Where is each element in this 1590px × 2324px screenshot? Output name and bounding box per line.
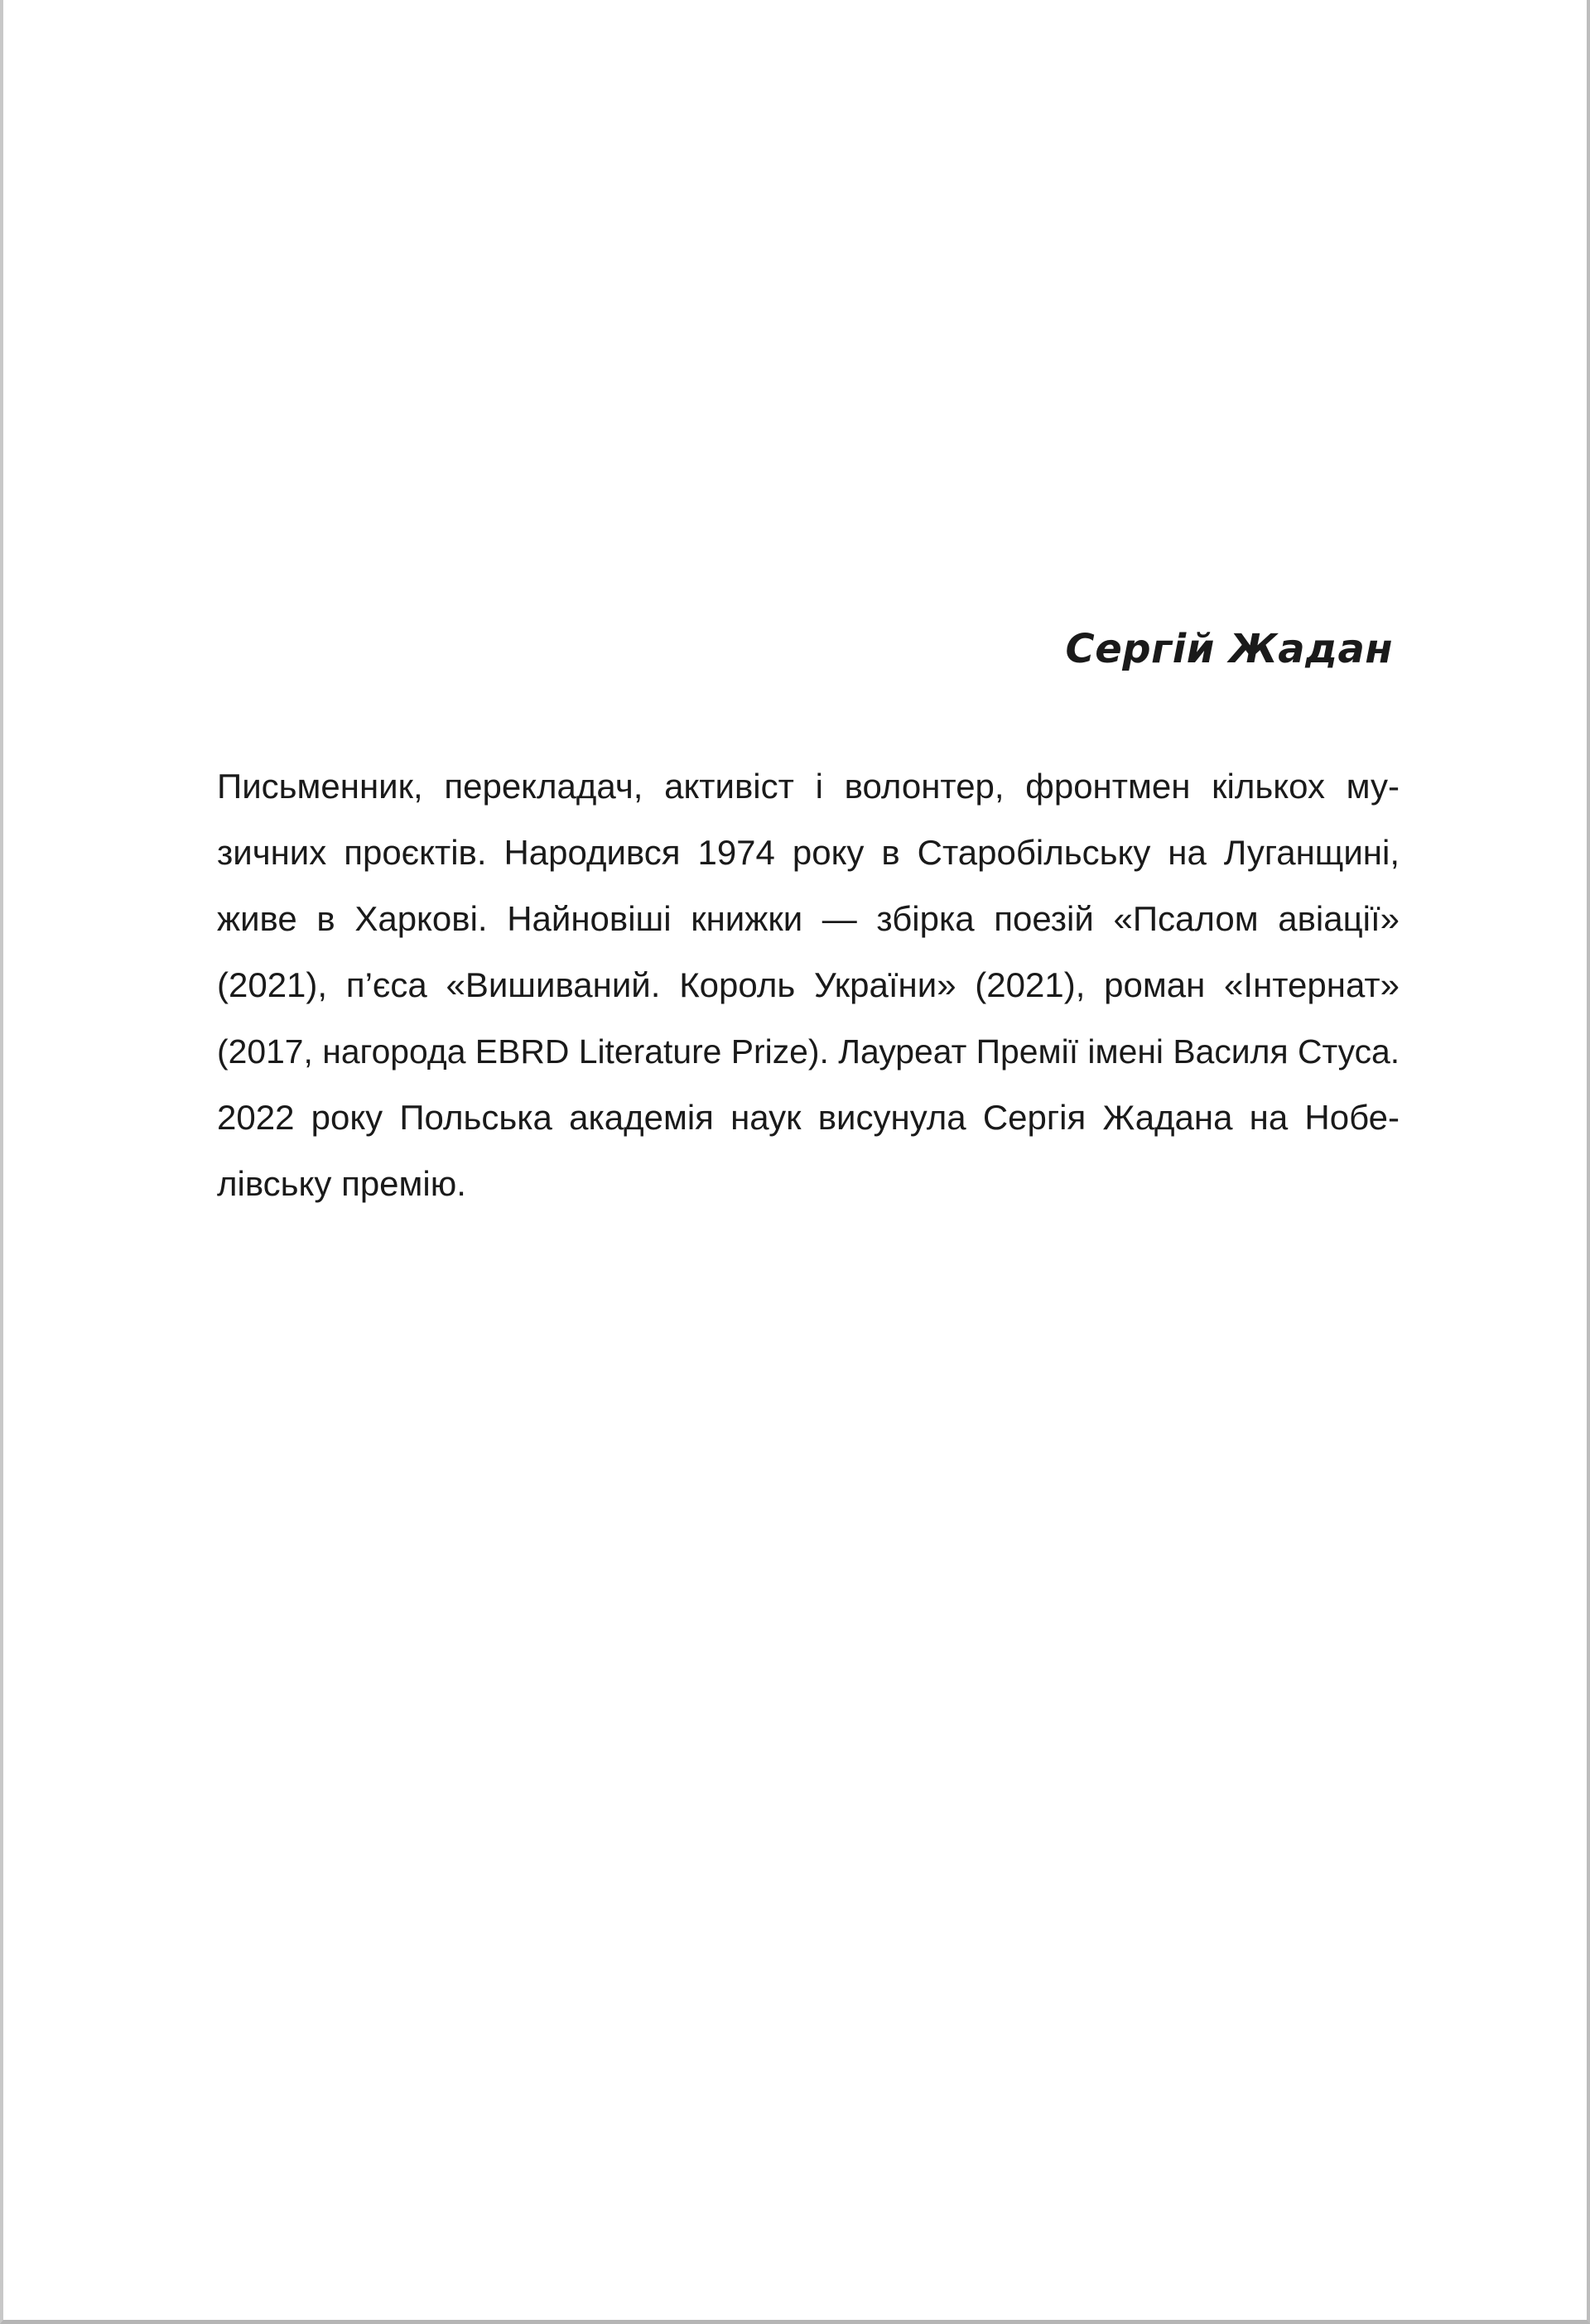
bio-line: (2017, нагорода EBRD Literature Prize). Лауреат Премії імені Василя Стуса. bbox=[217, 1032, 1400, 1071]
bio-line: лівську премію. bbox=[217, 1164, 466, 1203]
author-name: Сергій Жадан bbox=[1065, 626, 1393, 672]
bio-line: 2022 року Польська академія наук висунула Сергія Жадана на Нобе- bbox=[217, 1098, 1400, 1137]
bio-line: зичних проєктів. Народився 1974 року в Старобільську на Луганщині, bbox=[217, 833, 1400, 872]
bio-line: живе в Харкові. Найновіші книжки — збірка поезій «Псалом авіації» bbox=[217, 899, 1400, 938]
bio-line: Письменник, перекладач, активіст і волонтер, фронтмен кількох му- bbox=[217, 767, 1400, 806]
bio-line: (2021), п’єса «Вишиваний. Король України» (2021), роман «Інтернат» bbox=[217, 965, 1400, 1004]
author-bio bbox=[217, 753, 1400, 1217]
